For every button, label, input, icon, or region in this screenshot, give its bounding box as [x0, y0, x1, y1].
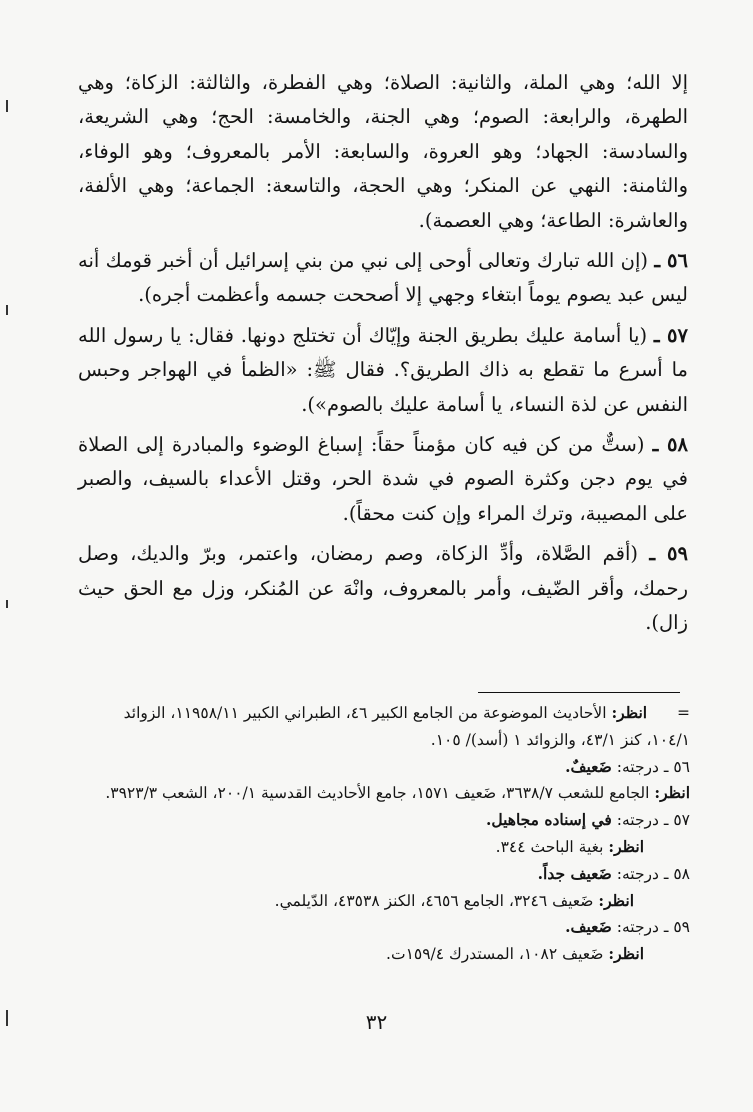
- see-label: انظر:: [654, 783, 690, 803]
- footnote-59-refs: [78, 941, 690, 968]
- grade-value: ضَعيف جداً.: [537, 863, 612, 883]
- hadith-number: ٥٩ ـ: [649, 542, 688, 566]
- footnote-56-refs: [78, 780, 690, 807]
- footnote-58-grade: [78, 861, 690, 888]
- reference-text: الجامع للشعب ٣٦٣٨/٧، ضَعيف ١٥٧١، جامع الأحاديث القدسية ٢٠٠/١، الشعب ٣٩٢٣/٣.: [105, 784, 650, 803]
- reference-text: ضَعيف ١٠٨٢، المستدرك ١٥٩/٤ت.: [386, 945, 604, 964]
- grade-value: ضَعيف.: [565, 917, 612, 937]
- hadith-text: (أقم الصَّلاة، وأدِّ الزكاة، وصم رمضان، واعتمر، وبرّ والديك، وصل رحمك، وأقر الضّيف، وأمر بالمعروف، وانْهَ عن المُنكر، وزل مع الحق حيث زال).: [78, 542, 688, 635]
- hadith-text: (إن الله تبارك وتعالى أوحى إلى نبي من بني إسرائيل أن أخبر قومك أنه ليس عبد يصوم يوماً ابتغاء وجهي إلا أصححت جسمه وأعظمت أجره).: [78, 249, 688, 307]
- scan-edge-mark: [6, 100, 8, 112]
- scan-edge-mark: [6, 600, 8, 608]
- reference-text: بغية الباحث ٣٤٤.: [495, 837, 604, 856]
- footnote-56-grade: [78, 754, 690, 781]
- grade-value: في إسناده مجاهيل.: [485, 810, 612, 830]
- grade-head: ٥٦ ـ درجته:: [616, 757, 690, 776]
- hadith-59: [78, 537, 688, 640]
- grade-head: ٥٨ ـ درجته:: [616, 864, 690, 883]
- continuation-mark: =: [677, 704, 690, 722]
- hadith-57: [78, 319, 688, 422]
- reference-text: ضَعيف ٣٢٤٦، الجامع ٤٦٥٦، الكنز ٤٣٥٣٨، الدّيلمي.: [274, 891, 594, 910]
- grade-head: ٥٧ ـ درجته:: [616, 811, 690, 830]
- footnotes: [78, 700, 690, 968]
- footnote-57-grade: [78, 807, 690, 834]
- see-label: انظر:: [611, 703, 648, 722]
- grade-value: ضَعيفٌ.: [565, 756, 612, 776]
- hadith-56: [78, 244, 688, 313]
- grade-head: ٥٩ ـ درجته:: [616, 918, 690, 937]
- page-number: ٣٢: [365, 1010, 388, 1034]
- hadith-text: (ستٌّ من كن فيه كان مؤمناً حقاً: إسباغ الوضوء والمبادرة إلى الصلاة في يوم دجن وكثرة الصوم في شدة الحر، وقتل الأعداء بالسيف، والصبر على المصيبة، وترك المراء وإن كنت محقاً).: [78, 433, 688, 525]
- hadith-text: (يا أسامة عليك بطريق الجنة وإيّاك أن تختلج دونها. فقال: يا رسول الله ما أسرع ما تقطع به ذاك الطريق؟. فقال ﷺ: «الظمأ في الهواجر وحبس النفس عن لذة النساء، يا أسامة عليك بالصوم»).: [78, 323, 688, 416]
- footnote-continued: [78, 700, 690, 754]
- footnote-divider: [478, 692, 680, 693]
- main-text: [78, 66, 688, 641]
- see-label: انظر:: [598, 890, 634, 910]
- hadith-number: ٥٨ ـ: [652, 433, 688, 457]
- hadith-number: ٥٦ ـ: [654, 249, 688, 273]
- reference-text: الأحاديث الموضوعة من الجامع الكبير ٤٦، الطبراني الكبير ١١٩٥٨/١١، الزوائد ١٠٤/١، كنز ٤٣/١، والزوائد ١ (أسد)/ ١٠٥.: [123, 704, 690, 749]
- scan-edge-mark: [6, 305, 8, 315]
- hadith-number: ٥٧ ـ: [653, 323, 688, 347]
- footnote-57-refs: [78, 834, 690, 861]
- hadith-58: [78, 428, 688, 531]
- see-label: انظر:: [608, 836, 644, 856]
- see-label: انظر:: [608, 944, 644, 964]
- continued-paragraph: إلا الله؛ وهي الملة، والثانية: الصلاة؛ وهي الفطرة، والثالثة: الزكاة؛ وهي الطهرة، والرابعة: الصوم؛ وهي الجنة، والخامسة: الحج؛ وهي الشريعة، والسادسة: الجهاد؛ وهو العروة، والسابعة: الأمر بالمعروف؛ وهو الوفاء، والثامنة: النهي عن المنكر؛ وهي الحجة، والتاسعة: الجماعة؛ وهي الألفة، والعاشرة: الطاعة؛ وهي العصمة).: [78, 71, 688, 232]
- footnote-58-refs: [78, 888, 690, 915]
- footnote-59-grade: [78, 914, 690, 941]
